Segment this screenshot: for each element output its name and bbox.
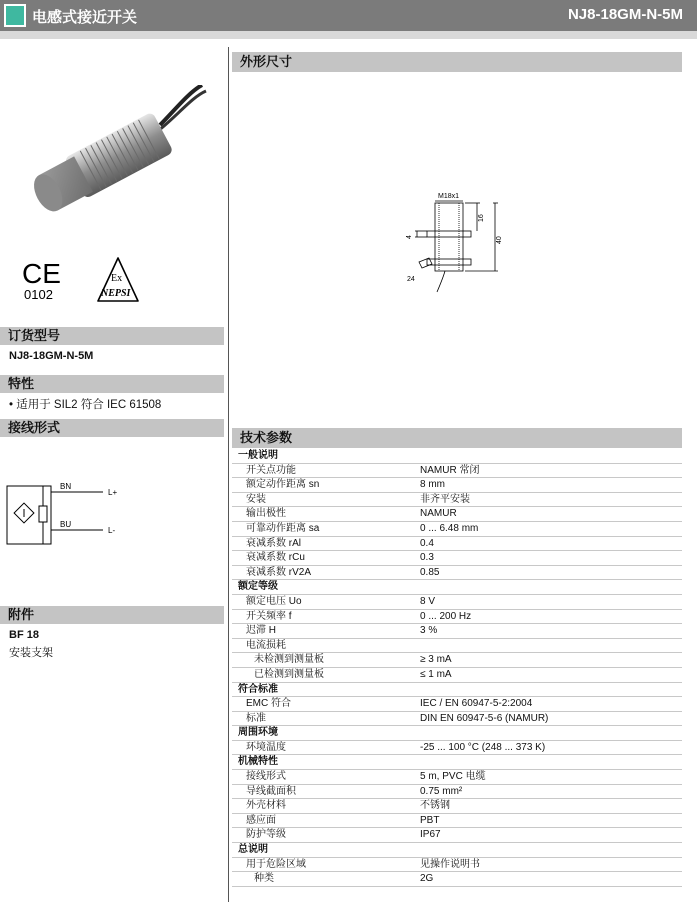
product-photo bbox=[10, 85, 210, 220]
spec-key: 额定动作距离 sn bbox=[246, 479, 320, 491]
spec-key: 衰减系数 rV2A bbox=[246, 566, 312, 578]
spec-key: 开关频率 f bbox=[246, 610, 292, 622]
wiring-diagram bbox=[5, 478, 145, 548]
spec-group-row bbox=[232, 449, 682, 464]
specs-table bbox=[232, 449, 682, 887]
spec-value: IP67 bbox=[420, 829, 441, 841]
accessories-section-header: 附件 bbox=[0, 606, 224, 624]
spec-row bbox=[232, 507, 682, 522]
spec-row bbox=[232, 551, 682, 566]
spec-key: 一般说明 bbox=[238, 450, 278, 461]
spec-row bbox=[232, 770, 682, 785]
spec-value: ≥ 3 mA bbox=[420, 654, 452, 666]
spec-value: 8 mm bbox=[420, 479, 445, 491]
spec-value: NAMUR 常闭 bbox=[420, 464, 480, 476]
spec-value: 0.4 bbox=[420, 537, 434, 549]
spec-value: 0 ... 200 Hz bbox=[420, 610, 472, 622]
accessory-name: BF 18 bbox=[9, 629, 39, 641]
spec-key: 未检测到测量板 bbox=[254, 654, 324, 666]
spec-row bbox=[232, 464, 682, 479]
spec-key: 迟滞 H bbox=[246, 625, 276, 637]
spec-key: 外壳材料 bbox=[246, 800, 286, 812]
terminal-lminus-label: L- bbox=[108, 526, 116, 535]
spec-row bbox=[232, 537, 682, 552]
spec-key: 总说明 bbox=[238, 844, 268, 856]
spec-value: NAMUR bbox=[420, 508, 457, 520]
order-code: NJ8-18GM-N-5M bbox=[9, 350, 94, 362]
spec-value: 0.75 mm² bbox=[420, 785, 463, 797]
spec-row bbox=[232, 741, 682, 756]
spec-key: 可靠动作距离 sa bbox=[246, 522, 320, 534]
spec-row bbox=[232, 814, 682, 829]
spec-value: IEC / EN 60947-5-2:2004 bbox=[420, 698, 533, 710]
spec-key: 用于危险区域 bbox=[246, 858, 306, 870]
spec-row bbox=[232, 653, 682, 668]
spec-row bbox=[232, 595, 682, 610]
spec-key: 环境温度 bbox=[246, 741, 286, 753]
spec-value: 0.85 bbox=[420, 566, 440, 578]
spec-key: 标准 bbox=[246, 712, 266, 724]
spec-key: 电流损耗 bbox=[246, 639, 286, 651]
certification-marks bbox=[20, 255, 170, 310]
spec-key: 输出极性 bbox=[246, 508, 286, 520]
wiring-section-header: 接线形式 bbox=[0, 419, 224, 437]
spec-key: 符合标准 bbox=[238, 683, 278, 695]
spec-value: -25 ... 100 °C (248 ... 373 K) bbox=[420, 741, 546, 753]
spec-row bbox=[232, 668, 682, 683]
column-divider bbox=[228, 47, 229, 902]
spec-row bbox=[232, 522, 682, 537]
terminal-lplus-label: L+ bbox=[108, 488, 118, 497]
spec-value: 见操作说明书 bbox=[420, 858, 480, 870]
accessory-desc: 安装支架 bbox=[9, 647, 53, 659]
spec-row bbox=[232, 478, 682, 493]
spec-row bbox=[232, 785, 682, 800]
spec-group-row bbox=[232, 726, 682, 741]
feature-item: • 适用于 SIL2 符合 IEC 61508 bbox=[9, 399, 162, 411]
dim-24-label: 24 bbox=[407, 276, 415, 283]
spec-key: 安装 bbox=[246, 493, 266, 505]
brand-square-icon bbox=[4, 4, 26, 27]
spec-key: 种类 bbox=[254, 873, 274, 885]
spec-key: 开关点功能 bbox=[246, 464, 296, 476]
spec-value: DIN EN 60947-5-6 (NAMUR) bbox=[420, 712, 549, 724]
order-section-header: 订货型号 bbox=[0, 327, 224, 345]
spec-value: 0.3 bbox=[420, 552, 434, 564]
spec-key: 防护等级 bbox=[246, 829, 286, 841]
spec-row bbox=[232, 697, 682, 712]
ce-mark-icon: CE bbox=[22, 258, 61, 289]
spec-value: 8 V bbox=[420, 595, 436, 607]
ex-mark: Ex bbox=[111, 273, 123, 284]
spec-key: 导线截面积 bbox=[246, 785, 296, 797]
spec-row bbox=[232, 828, 682, 843]
spec-value: ≤ 1 mA bbox=[420, 668, 452, 680]
spec-value: 0 ... 6.48 mm bbox=[420, 522, 479, 534]
spec-value: 不锈钢 bbox=[420, 800, 450, 812]
spec-key: 额定等级 bbox=[238, 581, 278, 593]
spec-row bbox=[232, 712, 682, 727]
spec-row bbox=[232, 799, 682, 814]
ce-number: 0102 bbox=[24, 287, 53, 302]
features-section-header: 特性 bbox=[0, 375, 224, 393]
spec-row bbox=[232, 493, 682, 508]
spec-key: 衰减系数 rAl bbox=[246, 537, 301, 549]
spec-group-row bbox=[232, 580, 682, 595]
spec-key: 额定电压 Uo bbox=[246, 595, 302, 607]
spec-value: 2G bbox=[420, 873, 434, 885]
spec-group-row bbox=[232, 755, 682, 770]
header-bar bbox=[0, 0, 697, 31]
spec-key: 感应面 bbox=[246, 814, 276, 826]
spec-group-row bbox=[232, 843, 682, 858]
spec-value: 5 m, PVC 电缆 bbox=[420, 771, 486, 783]
dim-16-label: 16 bbox=[478, 214, 485, 222]
dimension-drawing bbox=[395, 188, 515, 293]
header-underline bbox=[0, 31, 697, 39]
dim-4-label: 4 bbox=[406, 235, 413, 239]
spec-row bbox=[232, 624, 682, 639]
spec-key: EMC 符合 bbox=[246, 698, 291, 710]
specs-section-header: 技术参数 bbox=[232, 428, 682, 448]
thread-label: M18x1 bbox=[438, 193, 460, 200]
nepsi-mark: NEPSI bbox=[101, 288, 131, 299]
spec-group-row bbox=[232, 683, 682, 698]
spec-value: 非齐平安装 bbox=[420, 493, 470, 505]
spec-value: PBT bbox=[420, 814, 440, 826]
spec-key: 周围环境 bbox=[238, 727, 278, 739]
spec-key: 机械特性 bbox=[238, 756, 278, 768]
spec-row bbox=[232, 566, 682, 581]
spec-value: 3 % bbox=[420, 625, 438, 637]
wire-bu-label: BU bbox=[60, 520, 72, 529]
model-title: NJ8-18GM-N-5M bbox=[567, 6, 683, 23]
spec-key: 衰减系数 rCu bbox=[246, 552, 305, 564]
spec-key: 已检测到测量板 bbox=[254, 668, 324, 680]
dim-40-label: 40 bbox=[496, 236, 503, 244]
spec-row bbox=[232, 858, 682, 873]
spec-row bbox=[232, 872, 682, 887]
spec-row bbox=[232, 639, 682, 654]
wire-bn-label: BN bbox=[60, 482, 72, 491]
dimensions-section-header: 外形尺寸 bbox=[232, 52, 682, 72]
page-title: 电感式接近开关 bbox=[32, 9, 138, 26]
spec-row bbox=[232, 610, 682, 625]
spec-key: 接线形式 bbox=[246, 771, 286, 783]
